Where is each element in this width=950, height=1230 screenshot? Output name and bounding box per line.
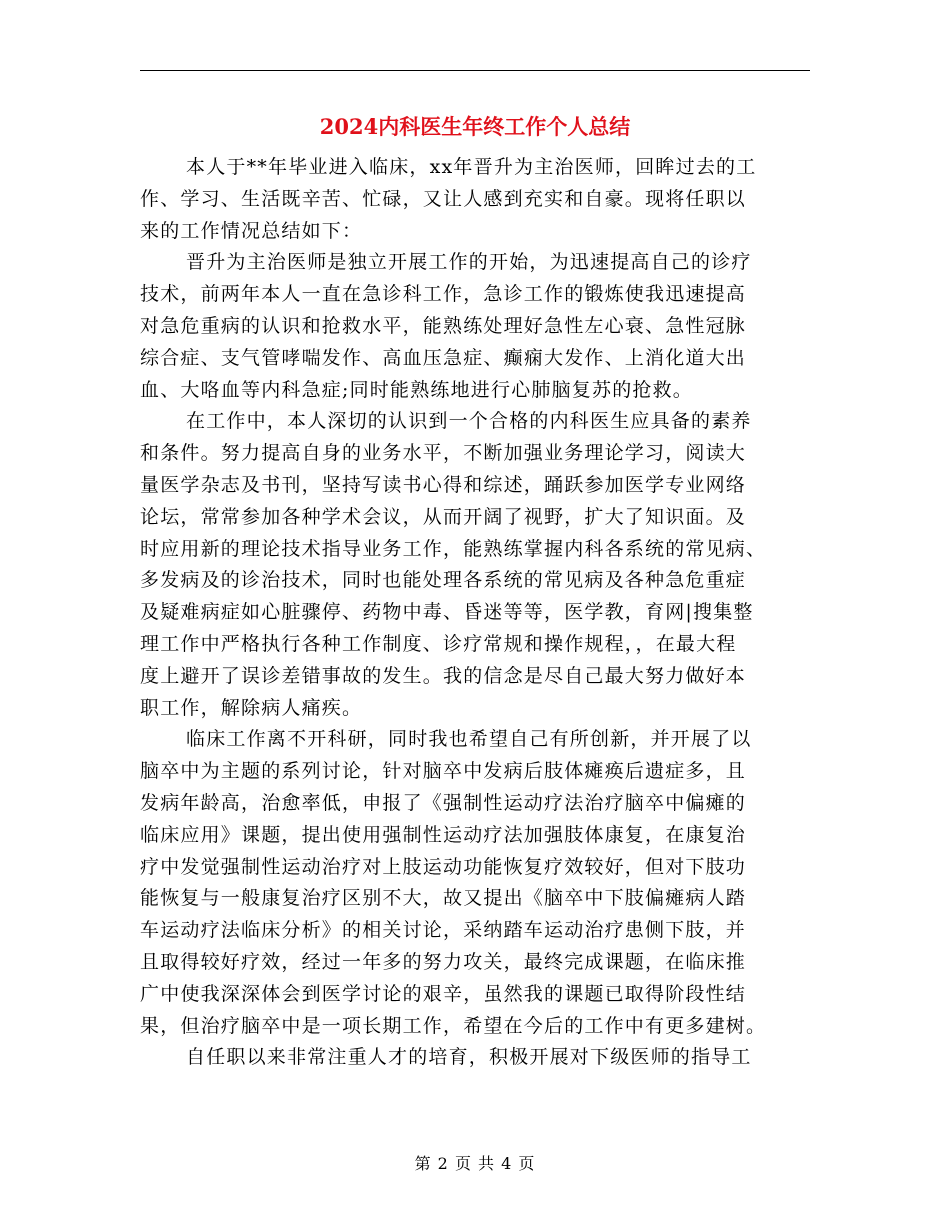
paragraph-2-line-1: 晋升为主治医师是独立开展工作的开始，为迅速提高自己的诊疗: [186, 251, 752, 274]
paragraph-3-line-6: 多发病及的诊治技术，同时也能处理各系统的常见病及各种急危重症: [140, 569, 747, 592]
paragraph-3-line-3: 量医学杂志及书刊，坚持写读书心得和综述，踊跃参加医学专业网络: [140, 473, 747, 496]
paragraph-4-line-10: 果，但治疗脑卒中是一项长期工作，希望在今后的工作中有更多建树。: [140, 1014, 767, 1037]
paragraph-3-line-9: 度上避开了误诊差错事故的发生。我的信念是尽自己最大努力做好本: [140, 664, 747, 687]
paragraph-2-line-4: 综合症、支气管哮喘发作、高血压急症、癫痫大发作、上消化道大出: [140, 346, 747, 369]
paragraph-4-line-1: 临床工作离不开科研，同时我也希望自己有所创新，并开展了以: [186, 728, 752, 751]
paragraph-1-line-1: 本人于**年毕业进入临床，xx年晋升为主治医师，回眸过去的工: [186, 156, 757, 178]
paragraph-1-line-3: 来的工作情况总结如下：: [140, 219, 363, 242]
paragraph-3-line-10: 职工作，解除病人痛疾。: [140, 696, 363, 719]
paragraph-2-line-2: 技术，前两年本人一直在急诊科工作，急诊工作的锻炼使我迅速提高: [140, 283, 747, 306]
paragraph-3-line-4: 论坛，常常参加各种学术会议，从而开阔了视野，扩大了知识面。及: [140, 505, 747, 528]
paragraph-4-line-5: 疗中发觉强制性运动治疗对上肢运动功能恢复疗效较好，但对下肢功: [140, 855, 747, 878]
paragraph-2-line-5: 血、大咯血等内科急症;同时能熟练地进行心肺脑复苏的抢救。: [140, 378, 694, 401]
paragraph-1-line-2: 作、学习、生活既辛苦、忙碌，又让人感到充实和自豪。现将任职以: [140, 187, 747, 210]
document-body: [140, 152, 810, 1074]
paragraph-4-line-6: 能恢复与一般康复治疗区别不大，故又提出《脑卒中下肢偏瘫病人踏: [140, 887, 747, 910]
paragraph-4-line-7: 车运动疗法临床分析》的相关讨论，采纳踏车运动治疗患侧下肢，并: [140, 919, 747, 942]
paragraph-2-line-3: 对急危重病的认识和抢救水平，能熟练处理好急性左心衰、急性冠脉: [140, 314, 747, 337]
paragraph-4-line-8: 且取得较好疗效，经过一年多的努力攻关，最终完成课题，在临床推: [140, 950, 747, 973]
paragraph-3-line-7: 及疑难病症如心脏骤停、药物中毒、昏迷等等，医学教，育网|搜集整: [140, 601, 754, 624]
paragraph-4-line-3: 发病年龄高，治愈率低，申报了《强制性运动疗法治疗脑卒中偏瘫的: [140, 791, 747, 814]
document-title: 2024内科医生年终工作个人总结: [319, 114, 631, 139]
paragraph-3-line-8: 理工作中严格执行各种工作制度、诊疗常规和操作规程，，在最大程: [140, 632, 737, 655]
paragraph-3-line-2: 和条件。努力提高自身的业务水平，不断加强业务理论学习，阅读大: [140, 442, 747, 465]
paragraph-4-line-2: 脑卒中为主题的系列讨论，针对脑卒中发病后肢体瘫痪后遗症多，且: [140, 760, 747, 783]
paragraph-3-line-1: 在工作中，本人深切的认识到一个合格的内科医生应具备的素养: [186, 410, 752, 433]
paragraph-5-line-1: 自任职以来非常注重人才的培育，积极开展对下级医师的指导工: [186, 1046, 752, 1069]
header-rule: [140, 70, 810, 71]
paragraph-4-line-4: 临床应用》课题，提出使用强制性运动疗法加强肢体康复，在康复治: [140, 823, 747, 846]
page-number-footer: 第 2 页 共 4 页: [414, 1154, 536, 1173]
paragraph-3-line-5: 时应用新的理论技术指导业务工作，能熟练掌握内科各系统的常见病、: [140, 537, 767, 560]
paragraph-4-line-9: 广中使我深深体会到医学讨论的艰辛，虽然我的课题已取得阶段性结: [140, 982, 747, 1005]
